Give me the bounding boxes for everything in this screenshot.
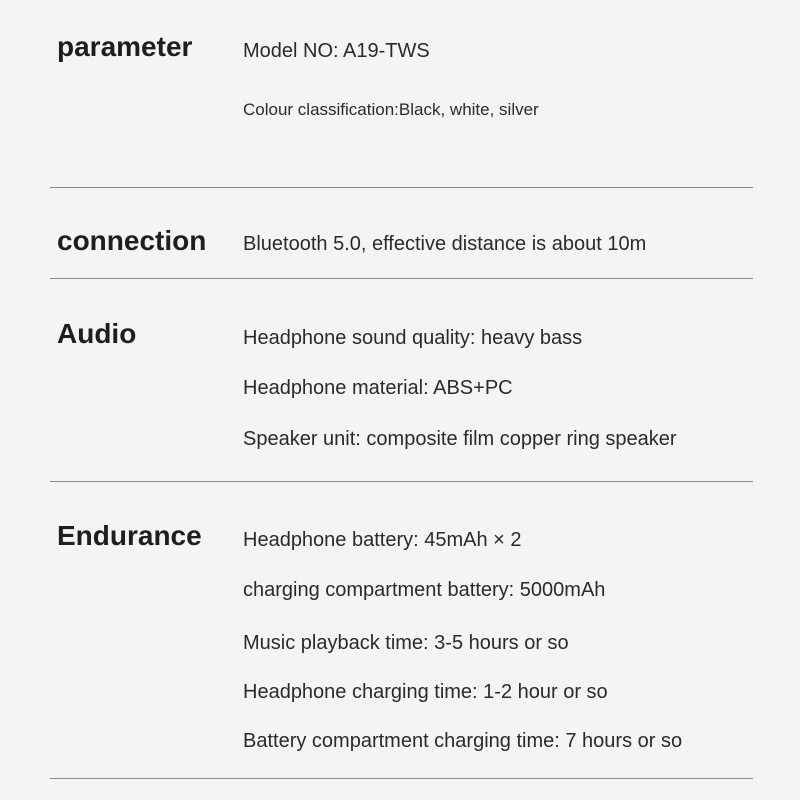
spec-line-model: Model NO: A19-TWS (243, 40, 430, 62)
spec-line-sound-quality: Headphone sound quality: heavy bass (243, 327, 583, 349)
spec-line-compartment-battery: charging compartment battery: 5000mAh (243, 579, 606, 601)
section-divider (50, 187, 753, 188)
section-divider (50, 778, 753, 779)
section-heading: parameter (57, 31, 193, 62)
section-heading: Endurance (57, 520, 202, 551)
section-heading: connection (57, 225, 207, 256)
spec-line-speaker-unit: Speaker unit: composite film copper ring speaker (243, 428, 677, 450)
spec-line-headphone-charging: Headphone charging time: 1-2 hour or so (243, 681, 608, 703)
spec-line-playback-time: Music playback time: 3-5 hours or so (243, 632, 569, 654)
spec-line-colour: Colour classification:Black, white, silver (243, 100, 539, 119)
section-heading: Audio (57, 318, 137, 349)
spec-line-compartment-charging: Battery compartment charging time: 7 hours or so (243, 730, 683, 752)
spec-line-material: Headphone material: ABS+PC (243, 377, 513, 399)
spec-line-bluetooth: Bluetooth 5.0, effective distance is about 10m (243, 233, 647, 255)
section-divider (50, 278, 753, 279)
spec-line-headphone-battery: Headphone battery: 45mAh × 2 (243, 529, 522, 551)
section-divider (50, 481, 753, 482)
